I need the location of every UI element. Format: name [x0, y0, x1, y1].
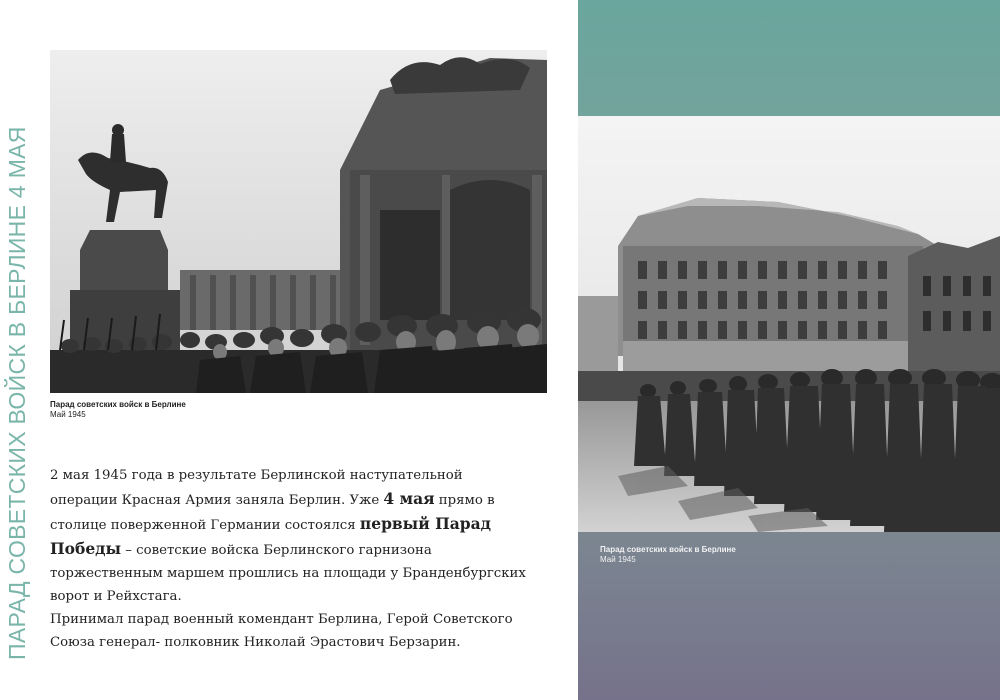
paragraph-1 [50, 464, 530, 608]
vertical-page-title: ПАРАД СОВЕТСКИХ ВОЙСК В БЕРЛИНЕ 4 МАЯ [4, 126, 30, 660]
parade-photo-ruined-building [578, 116, 1000, 532]
caption-date: Май 1945 [600, 555, 636, 564]
caption-title: Парад советских войск в Берлине [600, 545, 736, 554]
paragraph-2: Принимал парад военный комендант Берлина, Герой Советского Союза генерал- полковник Николай Эрастович Берзарин. [50, 612, 513, 650]
p1-text-b: прямо в столице поверженной Германии состоялся [50, 493, 495, 533]
p1-text-c: – советские войска Берлинского гарнизона торжественным маршем прошлись на площади у Бранденбургских ворот и Рейхстага. [50, 543, 526, 604]
photo-caption-left [50, 400, 186, 420]
parade-photo-monument [50, 50, 547, 393]
p1-bold-parade: первый Парад Победы [50, 514, 491, 558]
article-body [50, 464, 530, 654]
caption-date: Май 1945 [50, 410, 86, 419]
caption-title: Парад советских войск в Берлине [50, 400, 186, 409]
p1-bold-date: 4 мая [383, 489, 435, 508]
photo-caption-right [600, 545, 736, 565]
p1-text-a: 2 мая 1945 года в результате Берлинской наступательной операции Красная Армия заняла Берлин. Уже [50, 468, 463, 508]
